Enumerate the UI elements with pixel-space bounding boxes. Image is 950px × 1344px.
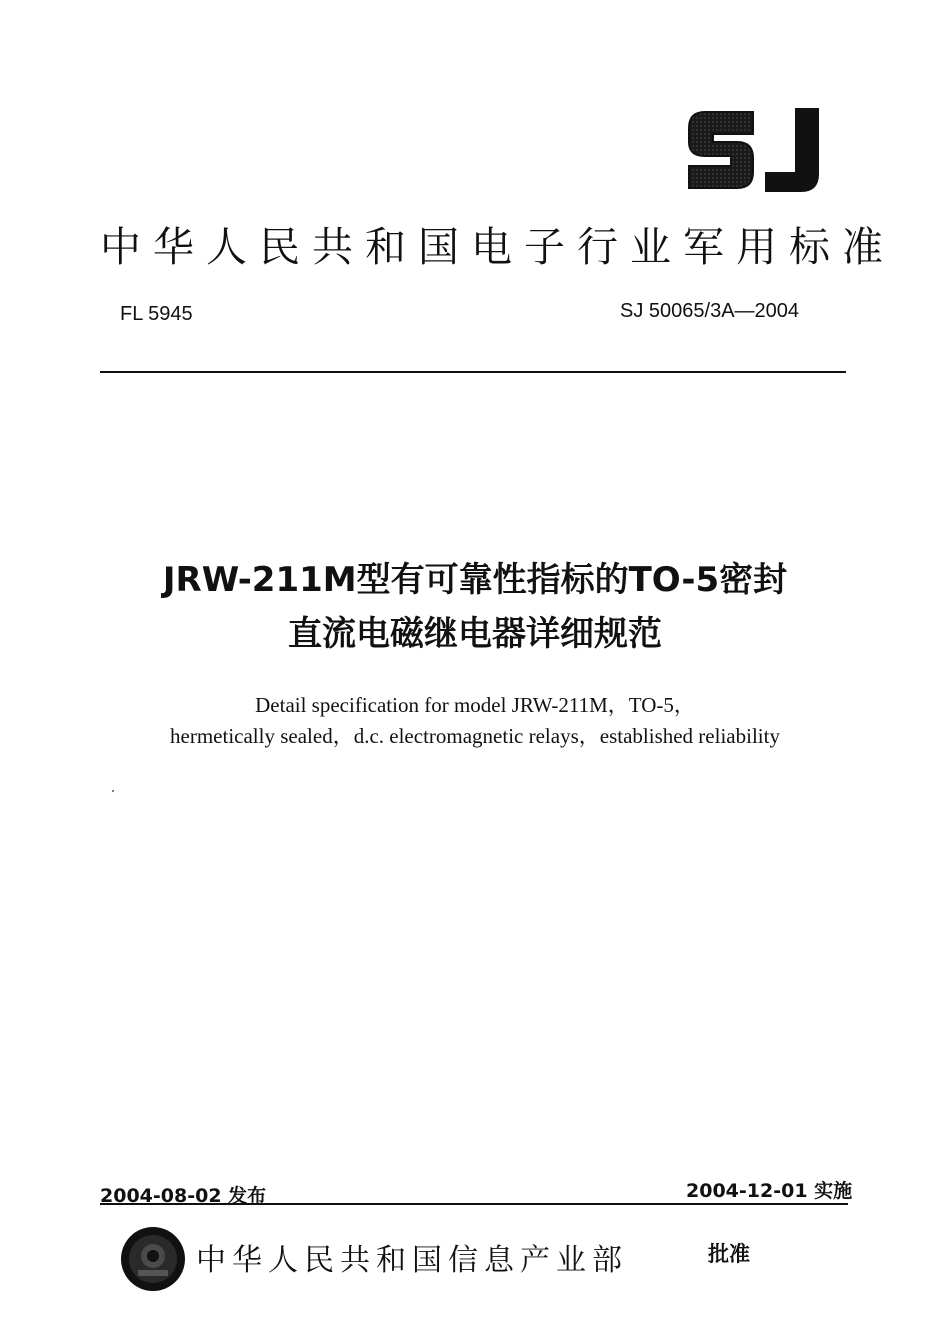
- title-en-line2: hermetically sealed，d.c. electromagnetic relays，established reliability: [170, 724, 780, 748]
- issuing-ministry: 中华人民共和国信息产业部: [196, 1243, 628, 1278]
- stray-mark: [112, 790, 114, 792]
- sj-logo: [683, 104, 825, 198]
- classification-code: FL 5945: [120, 303, 193, 325]
- footer-divider: [100, 1203, 848, 1205]
- standard-category: 中华人民共和国电子行业军用标准: [100, 223, 895, 271]
- header-divider: [100, 371, 846, 373]
- implementation-date: 2004-12-01 实施: [686, 1180, 853, 1202]
- standard-number: SJ 50065/3A—2004: [620, 300, 800, 322]
- issue-date: 2004-08-02 发布: [100, 1185, 267, 1207]
- title-zh-line2: 直流电磁继电器详细规范: [288, 614, 662, 654]
- title-zh-line1: JRW-211M型有可靠性指标的TO-5密封: [162, 560, 788, 600]
- approval-label: 批准: [708, 1242, 750, 1266]
- national-emblem-icon: [120, 1226, 186, 1292]
- title-en-line1: Detail specification for model JRW-211M，TO-5，: [255, 693, 695, 717]
